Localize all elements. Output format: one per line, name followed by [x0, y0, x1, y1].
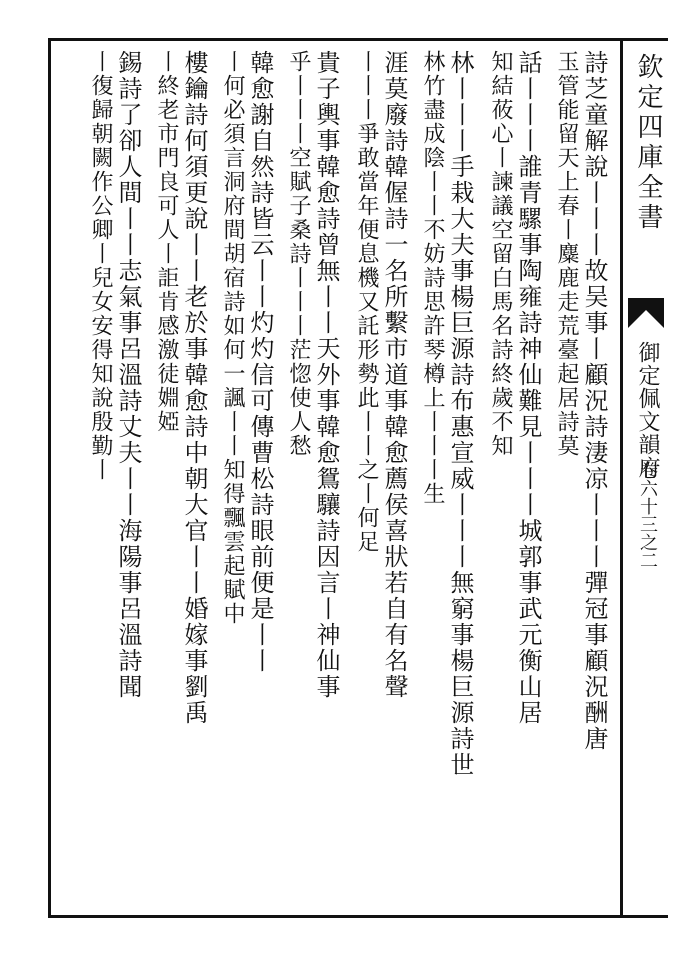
text-column-4: 知結莜心丨諫議空留白馬名詩終歲不知 — [488, 50, 513, 458]
work-title: 御定佩文韻府 — [635, 341, 660, 479]
text-column-14: 丨終老市門良可人丨詎肯感激徒婣婭 — [154, 50, 179, 434]
text-column-12: 丨何必須言洞府間胡宿詩如何一諷丨丨知得飄雲起賦中 — [220, 50, 245, 626]
book-title: 欽定四庫全書 — [633, 53, 663, 233]
text-column-16: 丨復歸朝闕作公卿丨兒女安得知說殷勤丨 — [88, 50, 113, 482]
text-column-8: 丨丨丨爭敢當年便息機又託形勢此丨丨之丨何足 — [354, 50, 379, 554]
page-margin — [622, 38, 668, 918]
text-column-3: 話丨丨丨誰青騾事陶雍詩神仙難見丨丨丨城郭事武元衡山居 — [514, 50, 542, 726]
text-column-6: 林竹盡成陰丨丨不妨詩思許琴樽上丨丨丨生 — [420, 50, 445, 506]
fish-tail-mark-icon — [628, 298, 664, 328]
text-column-11: 韓愈謝自然詩皆云丨丨灼灼信可傳曹松詩眼前便是丨丨 — [246, 50, 274, 674]
volume-number: 卷六十三之二 — [637, 461, 658, 569]
text-column-9: 貴子輿事韓愈詩曾無丨丨天外事韓愈鴛驤詩因言丨神仙事 — [312, 50, 340, 700]
text-column-10: 乎丨丨丨空賦子桑詩丨丨丨茫惚使人愁 — [286, 50, 311, 458]
text-column-7: 涯莫廢詩韓偓詩一名所繫市道事韓愈薦侯喜狀若自有名聲 — [380, 50, 408, 700]
text-column-1: 詩芝童解說丨丨丨故吴事丨顧況詩淒凉丨丨丨彈冠事顧況酬唐 — [580, 50, 608, 752]
text-column-5: 林丨丨丨手栽大夫事楊巨源詩布惠宣威丨丨丨無窮事楊巨源詩世 — [446, 50, 474, 778]
text-column-15: 錫詩了卻人間丨丨志氣事呂溫詩丈夫丨丨海陽事呂溫詩聞 — [114, 50, 142, 700]
text-column-2: 玉管能留天上春丨麋鹿走荒臺起居詩莫 — [554, 50, 579, 458]
text-column-13: 樓鑰詩何須更說丨丨老於事韓愈詩中朝大官丨丨婚嫁事劉禹 — [180, 50, 208, 726]
